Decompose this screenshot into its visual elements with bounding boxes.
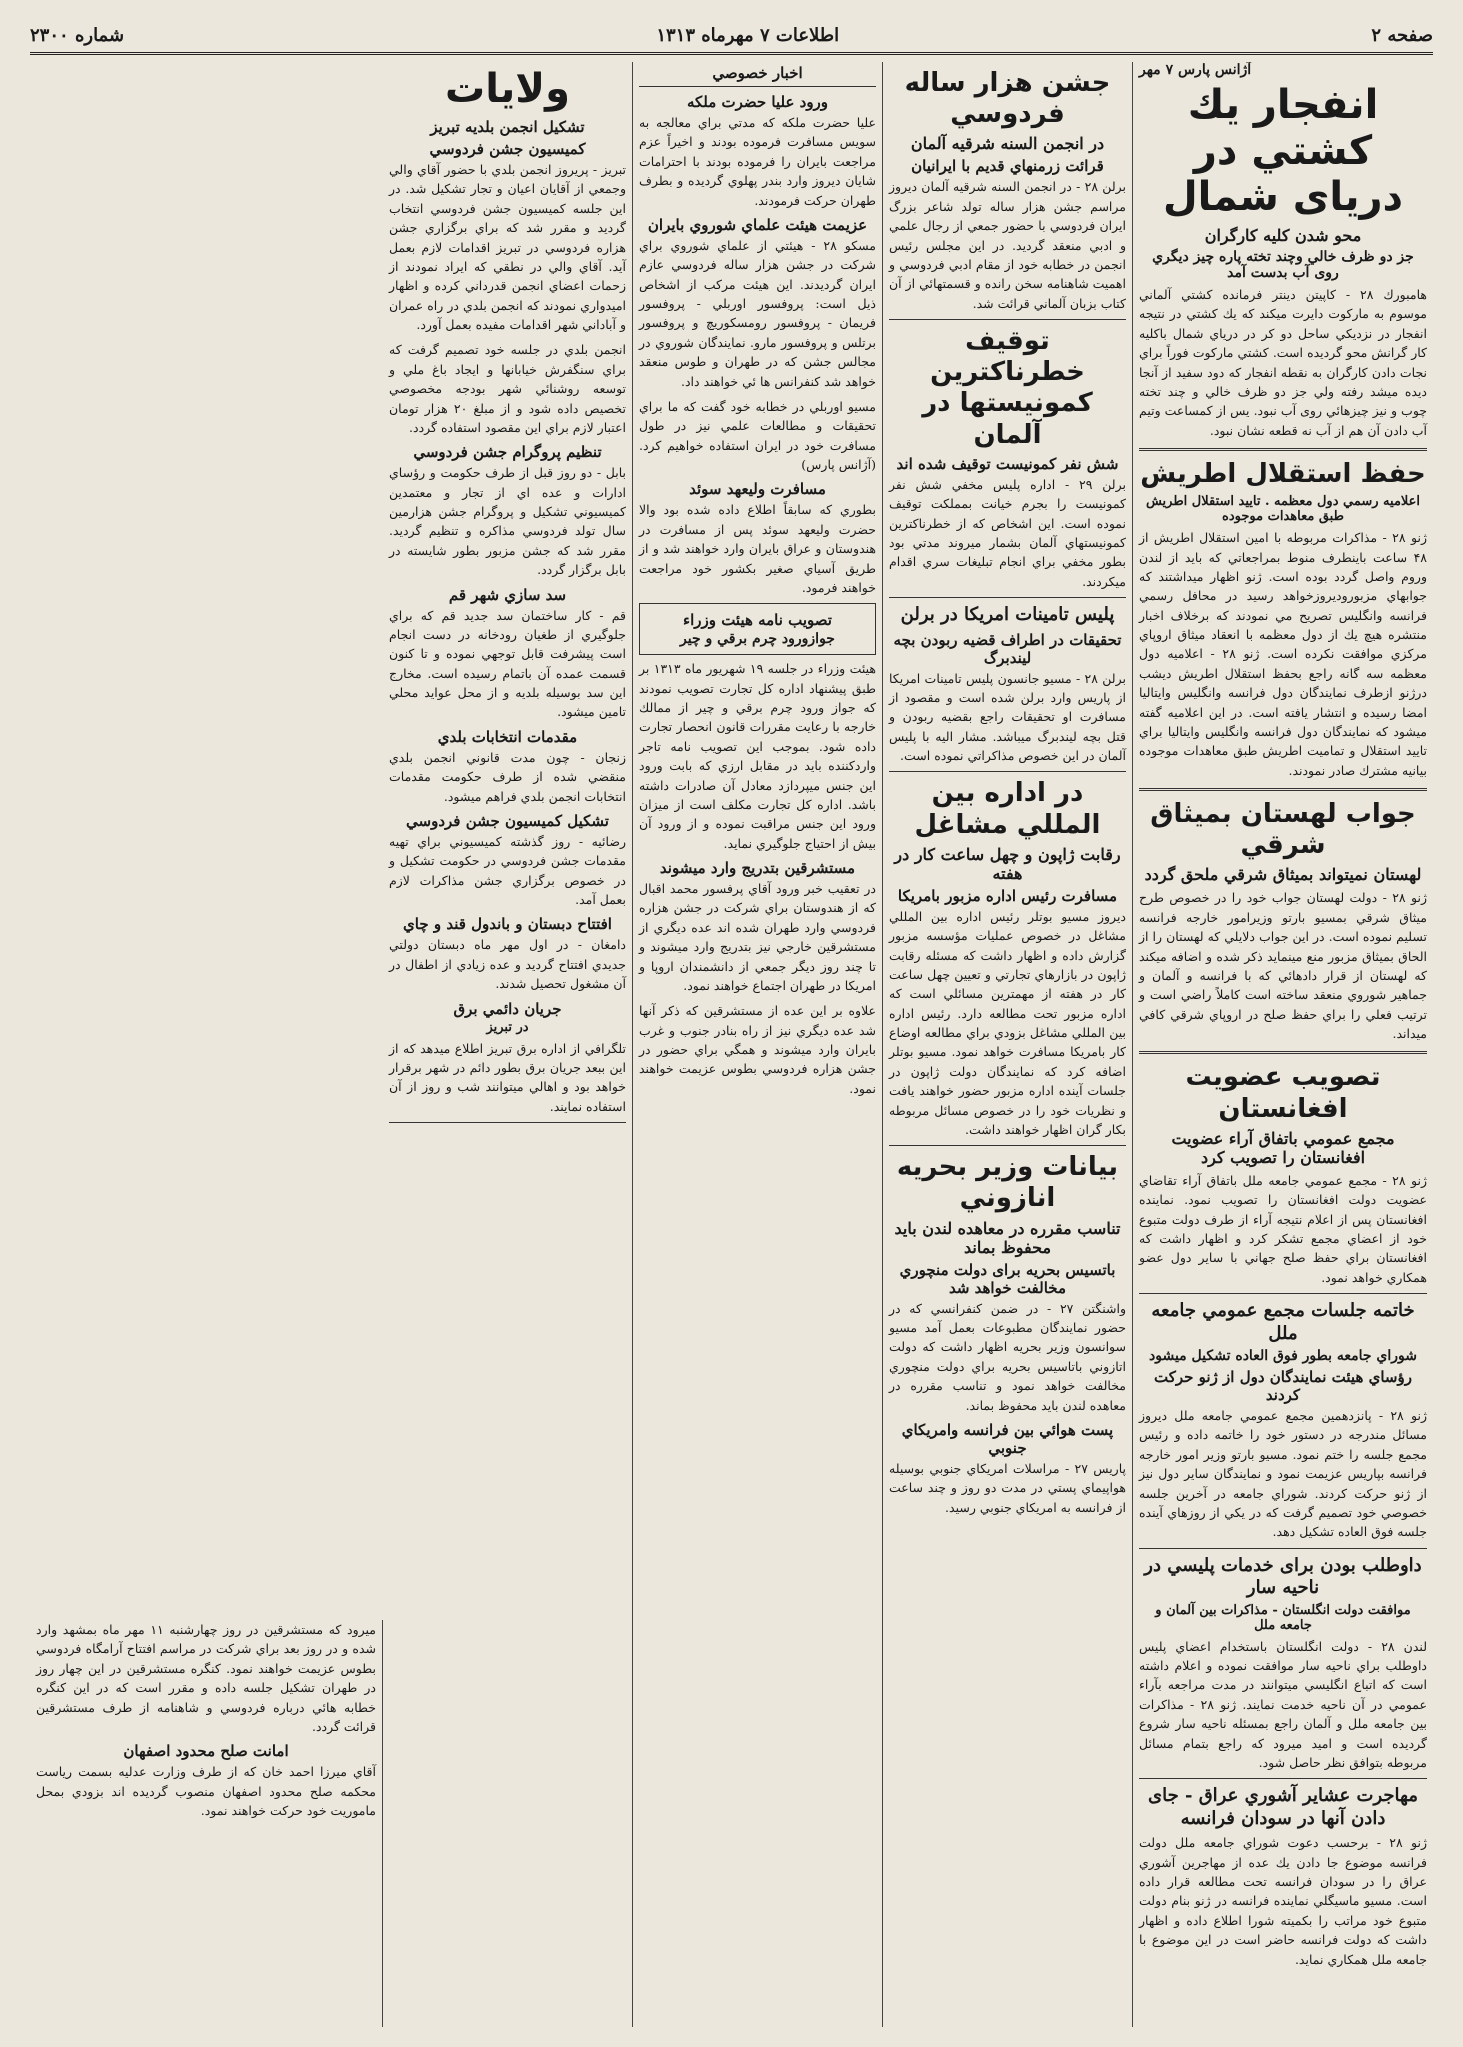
headline-electricity-sub: در تبريز bbox=[486, 1019, 529, 1035]
article-labour-office: ديروز مسيو بوتلر رئيس اداره بين المللي مشاغل در خصوص عمليات مؤسسه مزبور گزارش داده و اظهار داشت كه مسئله رقابت ژاپون در بازارهاي تجارتي و تعيين چهل ساعت كار در هفته از مهمترين مسائلي است كه اداره مزبور تحت مطالعه دارد. رئيس اداره بين المللي مشاغل بزودي براي مطالعه اوضاع كار بامريكا مسافرت خواهد نمود. مسيو بوتلر اضافه كرد كه نمايندگان دولت ژاپون در جلسات آينده اداره مزبور حضور خواهند يافت و نظريات خود را در خصوص مسائل مربوطه بكار گران اظهار خواهند داشت. bbox=[889, 908, 1126, 1137]
headline-tabriz-council: تشكيل انجمن بلديه تبريز bbox=[430, 118, 585, 136]
article-tabriz-council-2: انجمن بلدي در جلسه خود تصميم گرفت كه براي سنگفرش خيابانها و ايجاد باغ ملي و توسعه روشنائي شهر بودجه مخصوصي تخصيص داده شود و از مبلغ ۲۰ هزار تومان اعتبار لازم براي اين مقصود استفاده گردد. bbox=[389, 342, 626, 435]
divider bbox=[1139, 1293, 1427, 1294]
headline-explosion-sub: محو شدن كليه كارگران bbox=[1204, 226, 1362, 245]
headline-decree: تصويب نامه هيئت وزراء bbox=[683, 611, 832, 630]
page-number: صفحه ۲ bbox=[1371, 24, 1433, 46]
headline-isfahan-court: امانت صلح محدود اصفهان bbox=[123, 1742, 289, 1761]
article-ferdowsi-germany: برلن ۲۸ - در انجمن السنه شرقيه آلمان ديروز مراسم جشن هزار ساله تولد شاعر بزرگ ايران فردوسي با حضور جمعي از رجال علمي و ادبي منعقد گرديد. در اين مجلس رئيس انجمن در خطابه خود از مقام ادبي فردوسي و اهميت شاهنامه سخن رانده و قسمتهائي از آن كتاب بزبان آلماني قرائت شد. bbox=[889, 179, 1126, 311]
headline-decree-sub: جوازورود چرم برقي و چير bbox=[680, 631, 835, 648]
article-orientalists: در تعقيب خبر ورود آقاي پرفسور محمد اقبال كه از هندوستان براي شركت در جشن هزاره فردوسي وارد طهران شده اند عده ديگري از مستشرقين خارجي نيز بتدريج وارد ميشوند و تا چند روز ديگر جمعي از دانشمندان اروپا و امريكا در طهران اجتماع خواهند نمود. bbox=[639, 881, 876, 993]
issue-date: اطلاعات ۷ مهرماه ۱۳۱۳ bbox=[656, 24, 840, 46]
headline-labour-office-sub: رقابت ژاپون و چهل ساعت كار در هفته bbox=[894, 844, 1121, 883]
article-us-police: برلن ۲۸ - مسيو جانسون پليس تامينات امريكا از پاريس وارد برلن شده است و مقصود از مسافرت او تحقيقات راجع بقضيه ربودن و قتل بچه ليندبرگ ميباشد. مشار اليه با پليس آلمان در اين خصوص مذاكراتي نموده است. bbox=[889, 670, 1126, 763]
subhead-airmail: پست هوائي بين فرانسه وامريكاي جنوبي bbox=[901, 1420, 1114, 1457]
column-3 bbox=[633, 62, 883, 2027]
divider bbox=[889, 771, 1126, 772]
article-tabriz-council: تبريز - پريروز انجمن بلدي با حضور آقاي والي وجمعي از آقايان اعيان و تجار تشكيل شد. در اين جلسه كميسيون جشن فردوسي انتخاب گرديد و مقرر شد كه براي برگزاري جشن هزاره فردوسي در تبريز اقدامات لازم بعمل آيد. آقاي والي در نطقي كه ايراد نمودند از زحمات اعضاي انجمن قدرداني كرده و اظهار اميدواري نمودند كه انجمن بلدي در راه عمران و آباداني شهر اقدامات مفيده بعمل آورد. bbox=[389, 162, 626, 332]
headline-afghanistan-sub: مجمع عمومي باتفاق آراء عضويت افغانستان را تصويب كرد bbox=[1171, 1128, 1395, 1167]
article-queen: عليا حضرت ملكه كه مدتي براي معالجه به سويس مسافرت فرموده بودند و اخيراً عزم مراجعت بايران را فرموده بودند با احترامات شايان ديروز وارد بندر پهلوي گرديده و بطرف طهران حركت فرمودند. bbox=[639, 115, 876, 208]
column-1 bbox=[1133, 62, 1433, 2027]
divider bbox=[1139, 1548, 1427, 1549]
article-saar-police: لندن ۲۸ - دولت انگلستان باستخدام اعضاي پليس داوطلب براي ناحيه سار موافقت نموده و اعلام داشته است كه اتباع انگليسي ميتوانند در مدت مراجعه بآراء عمومي در آن ناحيه خدمت نمايند. ژنو ۲۸ - مذاكرات بين جامعه ملل و آلمان راجع بمسئله ناحيه سار شروع گرديده است و اميد ميرود كه راجع بتمام مسائل مربوطه بتوافق نظر حاصل شود. bbox=[1139, 1638, 1427, 1770]
article-poland: ژنو ۲۸ - دولت لهستان جواب خود را در خصوص طرح ميثاق شرقي بمسيو بارتو وزيرامور خارجه فرانسه تسليم نموده است. در اين جواب دلايلي كه لهستان را از الحاق بميثاق مزبور منع مينمايد ذكر شده و اضافه ميكند كه لهستان از قرار دادهائي كه با فرانسه و آلمان و جماهير شوروي منعقد ساخته است كاملاً راضي است و ترتيب فعلي را براي حفظ صلح در اروپاي شرقي كافي ميداند. bbox=[1139, 890, 1427, 1042]
headline-afghanistan: تصويب عضويت افغانستان bbox=[1185, 1062, 1381, 1124]
article-afghanistan: ژنو ۲۸ - مجمع عمومي جامعه ملل باتفاق آراء تقاضاي عضويت دولت افغانستان را تصويب نمود. نماينده افغانستان پس از اعلام نتيجه آراء از طرف دولت متبوع خود از اعضاي مجمع تشكر كرد و اظهار داشت كه افغانستان براي حفظ صلح جهاني با ساير دول عضو همكاري خواهد نمود. bbox=[1139, 1172, 1428, 1285]
headline-soviet-scholars: عزيمت هيئت علماي شوروي بايران bbox=[647, 215, 868, 234]
decree-box bbox=[639, 603, 876, 655]
divider bbox=[889, 319, 1126, 320]
article-airmail: پاريس ۲۷ - مراسلات امريكاي جنوبي بوسيله هواپيماي پستي در مدت دو روز و چند ساعت از فرانسه به امريكاي جنوبي رسيد. bbox=[889, 1460, 1126, 1515]
headline-orientalists: مستشرقين بتدريج وارد ميشوند bbox=[659, 859, 856, 877]
divider bbox=[1139, 448, 1427, 451]
section-private-news: اخبار خصوصي bbox=[639, 62, 876, 87]
headline-rezaieh-commission: تشكيل كميسيون جشن فردوسي bbox=[406, 811, 609, 830]
headline-ferdowsi-commission: كميسيون جشن فردوسي bbox=[429, 140, 586, 158]
divider bbox=[889, 1145, 1126, 1146]
article-municipal-elections: زنجان - چون مدت قانوني انجمن بلدي منقضي شده از طرف حكومت مقدمات انتخابات انجمن بلدي فراهم ميشود. bbox=[389, 749, 626, 804]
divider bbox=[889, 597, 1126, 598]
headline-saar-police: داوطلب بودن براى خدمات پليسي در ناحيه سار bbox=[1144, 1554, 1422, 1599]
headline-communists: توقيف خطرناكترين كمونيستها در آلمان bbox=[922, 326, 1093, 450]
divider bbox=[389, 1122, 626, 1123]
article-qom-dam: قم - كار ساختمان سد جديد قم كه براي جلوگيري از طغيان رودخانه در دست انجام است پيشرفت قابل توجهي نموده و تا كنون قسمت عمده آن باتمام رسيده است. مخارج اين سد بوسيله بلديه و از محل عوايد محلي تامين ميشود. bbox=[389, 607, 626, 720]
article-isfahan-court: آقاي ميرزا احمد خان كه از طرف وزارت عدليه بسمت رياست محكمه صلح محدود اصفهان منصوب گرديده اند بزودي بمحل ماموريت خود حركت خواهند نمود. bbox=[36, 1764, 376, 1818]
agency-line: آژانس پارس ۷ مهر bbox=[1139, 62, 1252, 78]
headline-saar-police-sub: موافقت دولت انگلستان - مذاكرات بين آلمان و جامعه ملل bbox=[1155, 1602, 1411, 1633]
headline-assyrians: مهاجرت عشاير آشوري عراق - جاى دادن آنها در سودان فرانسه bbox=[1148, 1785, 1418, 1829]
article-austria: ژنو ۲۸ - مذاكرات مربوطه با امين استقلال اطريش از ۴۸ ساعت باينطرف منوط بمراجعاتي كه بايد از لندن وروم واصل گردد بوده است. ژنو اظهار ميداشتند كه جوابهاي مزبوروديروزخواهد رسيد در محافل رسمي فرانسه وانگليس تصريح مي نمودند كه برخلاف اخبار منتشره هيچ يك از دول معظمه با انعقاد ميثاق اروپاي مركزي موافقت نكرده است. ژنو ۲۸ - اعلاميه دول معظمه سه گانه راجع بحفظ استقلال اطريش ديشب درژنو ازطرف نمايندگان دول فرانسه وانگليس وايتاليا امضا رسيده و انتشار يافته است. در اين اعلاميه گفته ميشود كه نمايندگان دول فرانسه وانگليس وايتاليا براي تاييد استقلال و تماميت اطريش طبق معاهدات موجوده بيانيه مشترك صادر نمودند. bbox=[1139, 530, 1428, 778]
headline-poland: جواب لهستان بميثاق شرقي bbox=[1150, 799, 1416, 861]
article-soviet-scholars-2: مسيو اوربلي در خطابه خود گفت كه ما براي تحقيقات و مطالعات علمي نيز در طول مسافرت خود در ايران استفاده خواهيم كرد. (آژانس پارس) bbox=[639, 398, 876, 472]
divider bbox=[1139, 1778, 1427, 1779]
article-continuation: ميرود كه مستشرقين در روز چهارشنبه ۱۱ مهر ماه بمشهد وارد شده و در روز بعد براي شركت در مراسم افتتاح آرامگاه فردوسي بطوس عزيمت خواهند نمود. كنگره مستشرقين در اين چهار روز در طهران تشكيل جلسه داده و مقرر است كه در اين كنگره خطابه هائي درباره فردوسي و شاهنامه از طرف مستشرقين قرائت گردد. bbox=[36, 1622, 377, 1734]
headline-explosion: انفجار يك كشتي در درياى شمال bbox=[1162, 82, 1404, 220]
column-4 bbox=[383, 62, 633, 2027]
article-ferdowsi-program: بابل - دو روز قبل از طرف حكومت و رؤساي ادارات و عده اي از تجار و معتمدين كميسيوني تشكيل و پروگرام جشن هزارمين سال تولد فردوسي مذاكره و تنظيم گرديد. مقرر شد كه جشن مزبور بطور شايسته در بابل برگزار گردد. bbox=[389, 465, 626, 578]
headline-ferdowsi-germany: جشن هزار ساله فردوسي bbox=[904, 68, 1111, 130]
headline-labour-office: در اداره بين المللي مشاغل bbox=[914, 778, 1101, 840]
subhead-lindbergh: تحقيقات در اطراف قضيه ربودن بچه ليندبرگ bbox=[893, 630, 1122, 667]
divider bbox=[1139, 788, 1427, 791]
headline-ferdowsi-germany-sub: در انجمن السنه شرقيه آلمان bbox=[910, 134, 1105, 154]
article-orientalists-2: علاوه بر اين عده از مستشرقين كه ذكر آنها شد عده ديگري نيز از راه بنادر جنوب و غرب بايران وارد ميشوند و همگي براي حضور در جشن هزاره فردوسي بطوس عزيمت خواهند نمود. bbox=[639, 1003, 876, 1096]
article-communists: برلن ۲۹ - اداره پليس مخفي شش نفر كمونيست را بجرم خيانت بمملكت توقيف نموده است. اين اشخاص كه از خطرناكترين كمونيستهاي آلمان بشمار ميروند مدتي بود بطور مخفي براي انجام تبليغات سري اقدام ميكردند. bbox=[889, 476, 1126, 589]
article-us-navy: واشنگتن ۲۷ - در ضمن كنفرانسي كه در حضور نمايندگان مطبوعات بعمل آمد مسيو سوانسون وزير بحريه اظهار داشت كه دولت اتازوني باتاسيس بحريه براي دولت منچوري مخالفت خواهد نمود و تناسب مقرره در معاهده لندن بايد محفوظ بماند. bbox=[889, 1300, 1126, 1413]
column-5 bbox=[30, 1620, 383, 2027]
article-assyrians: ژنو ۲۸ - برحسب دعوت شوراي جامعه ملل دولت فرانسه موضوع جا دادن يك عده از مهاجرين آشوري عراق را در سودان فرانسه تحت مطالعه قرار داده است. مسيو ماسيگلي نماينده فرانسه در ژنو بنام دولت متبوع خود مراتب را بكميته شورا اطلاع داده و اظهار داشت كه دولت فرانسه حاضر است در اين موضوع با جامعه ملل همكاري نمايد. bbox=[1139, 1835, 1427, 1967]
article-league-session: ژنو ۲۸ - پانزدهمين مجمع عمومي جامعه ملل ديروز مسائل مندرجه در دستور خود را خاتمه داده و رئيس مجمع جلسه را ختم نمود. مسيو بارتو وزير امور خارجه فرانسه بپاريس عزيمت نمود و نمايندگان ساير دول نيز از ژنو حركت كردند. شوراي جامعه در آخرين جلسه خصوصي خود تصميم گرفت كه در يكي از روزهاي آينده جلسه فوق العاده تشكيل دهد. bbox=[1139, 1408, 1427, 1540]
subhead-readings: قرائت زرمنهاي قديم با ايرانيان bbox=[911, 157, 1104, 176]
headline-school-opening: افتتاح دبستان و باندول قند و چاي bbox=[403, 915, 612, 934]
headline-ferdowsi-program: تنظيم پروگرام جشن فردوسي bbox=[413, 443, 602, 462]
article-electricity: تلگرافي از اداره برق تبريز اطلاع ميدهد كه از اين ببعد جريان برق بطور دائم در شهر برقرار خواهد بود و اهالي ميتوانند شب و روز از آن استفاده نمايند. bbox=[389, 1040, 626, 1114]
article-decree: هيئت وزراء در جلسه ۱۹ شهريور ماه ۱۳۱۳ بر طبق پيشنهاد اداره كل تجارت تصويب نمودند كه جواز ورود چرم برقي و چير از ممالك خارجه با رعايت مقررات قانون انحصار تجارت داده شود. بموجب اين تصويب نامه تاجر واردكننده بايد در مقابل ارزي كه بابت ورود اين جنس ميپردازد معادل آن صادرات داشته باشد. اداره كل تجارت مكلف است از ميزان ورود اين جنس مراقبت نموده و از ورود آن بيش از احتياج جلوگيري نمايد. bbox=[639, 661, 876, 851]
divider bbox=[1139, 1051, 1427, 1054]
subhead-communists: شش نفر كمونيست توقيف شده اند bbox=[896, 454, 1119, 473]
headline-queen: ورود عليا حضرت ملكه bbox=[686, 93, 829, 111]
headline-league-session-sub: شوراي جامعه بطور فوق العاده تشكيل ميشود bbox=[1148, 1348, 1418, 1365]
section-provinces: ولايات bbox=[445, 66, 570, 112]
article-explosion: هامبورك ۲۸ - كاپيتن دينتر فرمانده كشتي آلماني موسوم به ماركوت دايرت ميكند كه يك كشتي در نتيجه انفجار در نزديكي ساحل دو كر در درياي شمال باكليه كار گرانش محو گرديده است. كشتي ماركوت فوراً براي نجات دادن كارگران به نقطه انفجار كه دود سفيد از آنجا ديده ميشد رفته ولي جز دو ظرف خالي و چند تخته چوب و نيز چيزهائي روى آب نبود. يس از كمساعت وتيم آب دادن آن هم از آب نه قطعه نشان نبود. bbox=[1139, 287, 1428, 438]
headline-league-session: خاتمه جلسات مجمع عمومي جامعه ملل bbox=[1151, 1300, 1415, 1344]
headline-qom-dam: سد سازي شهر قم bbox=[448, 585, 567, 604]
article-rezaieh-commission: رضائيه - روز گذشته كميسيوني براي تهيه مقدمات جشن فردوسي در حكومت تشكيل و در خصوص برگزاري جشن مذاكرات لازم بعمل آمد. bbox=[389, 833, 626, 907]
headline-austria-sub: اعلاميه رسمي دول معظمه . تاييد استقلال اطريش طبق معاهدات موجوده bbox=[1145, 494, 1421, 525]
subhead-labour-director: مسافرت رئيس اداره مزبور بامريكا bbox=[897, 886, 1118, 905]
column-2 bbox=[883, 62, 1133, 2027]
subhead-manchuria: باتسيس بحريه براى دولت منچوري مخالفت خواهد شد bbox=[899, 1260, 1116, 1297]
headline-municipal-elections: مقدمات انتخابات بلدي bbox=[437, 727, 578, 746]
headline-us-navy-sub: تناسب مقرره در معاهده لندن بايد محفوظ بماند bbox=[894, 1218, 1121, 1257]
headline-us-navy: بيانات وزير بحريه انازوني bbox=[896, 1152, 1119, 1214]
article-school-opening: دامغان - در اول مهر ماه دبستان دولتي جديدي افتتاح گرديد و عده زيادي از اطفال در آن مشغول تحصيل شدند. bbox=[389, 937, 626, 992]
headline-delegates: رؤساي هيئت نمايندگان دول از ژنو حركت كردند bbox=[1154, 1368, 1412, 1405]
issue-number: شماره ۲۳۰۰ bbox=[30, 24, 125, 46]
headline-explosion-sub2: جز دو ظرف خالي وچند تخته پاره چيز ديگري روى آب بدست آمد bbox=[1152, 249, 1414, 281]
headline-electricity: جريان دائمي برق bbox=[453, 999, 562, 1018]
headline-poland-sub: لهستان نميتواند بميثاق شرقي ملحق گردد bbox=[1144, 865, 1422, 885]
headline-austria: حفظ استقلال اطريش bbox=[1140, 459, 1426, 489]
article-swedish-prince: بطوري كه سابقاً اطلاع داده شده بود والا حضرت وليعهد سوئد پس از مسافرت در هندوستان و عراق بايران وارد خواهند شد و از طريق آسياي صغير بكشور خود مراجعت خواهند فرمود. bbox=[639, 502, 876, 595]
article-soviet-scholars: مسكو ۲۸ - هيئتي از علماي شوروي براي شركت در جشن هزار ساله فردوسي عازم ايران گرديدند. اين هيئت مركب از اشخاص ذيل است: پروفسور اوربلي - پروفسور فريمان - پروفسور رومسكوريچ و پروفسور برتلس و پروفسور مارو. نمايندگان شوروي در مجالس جشن كه در طهران و طوس منعقد خواهد شد كنفرانس ها ئي خواهند داد. bbox=[639, 237, 876, 389]
headline-us-police: پليس تامينات امريكا در برلن bbox=[900, 604, 1115, 625]
headline-swedish-prince: مسافرت وليعهد سوئد bbox=[689, 480, 826, 499]
masthead bbox=[30, 18, 1433, 55]
